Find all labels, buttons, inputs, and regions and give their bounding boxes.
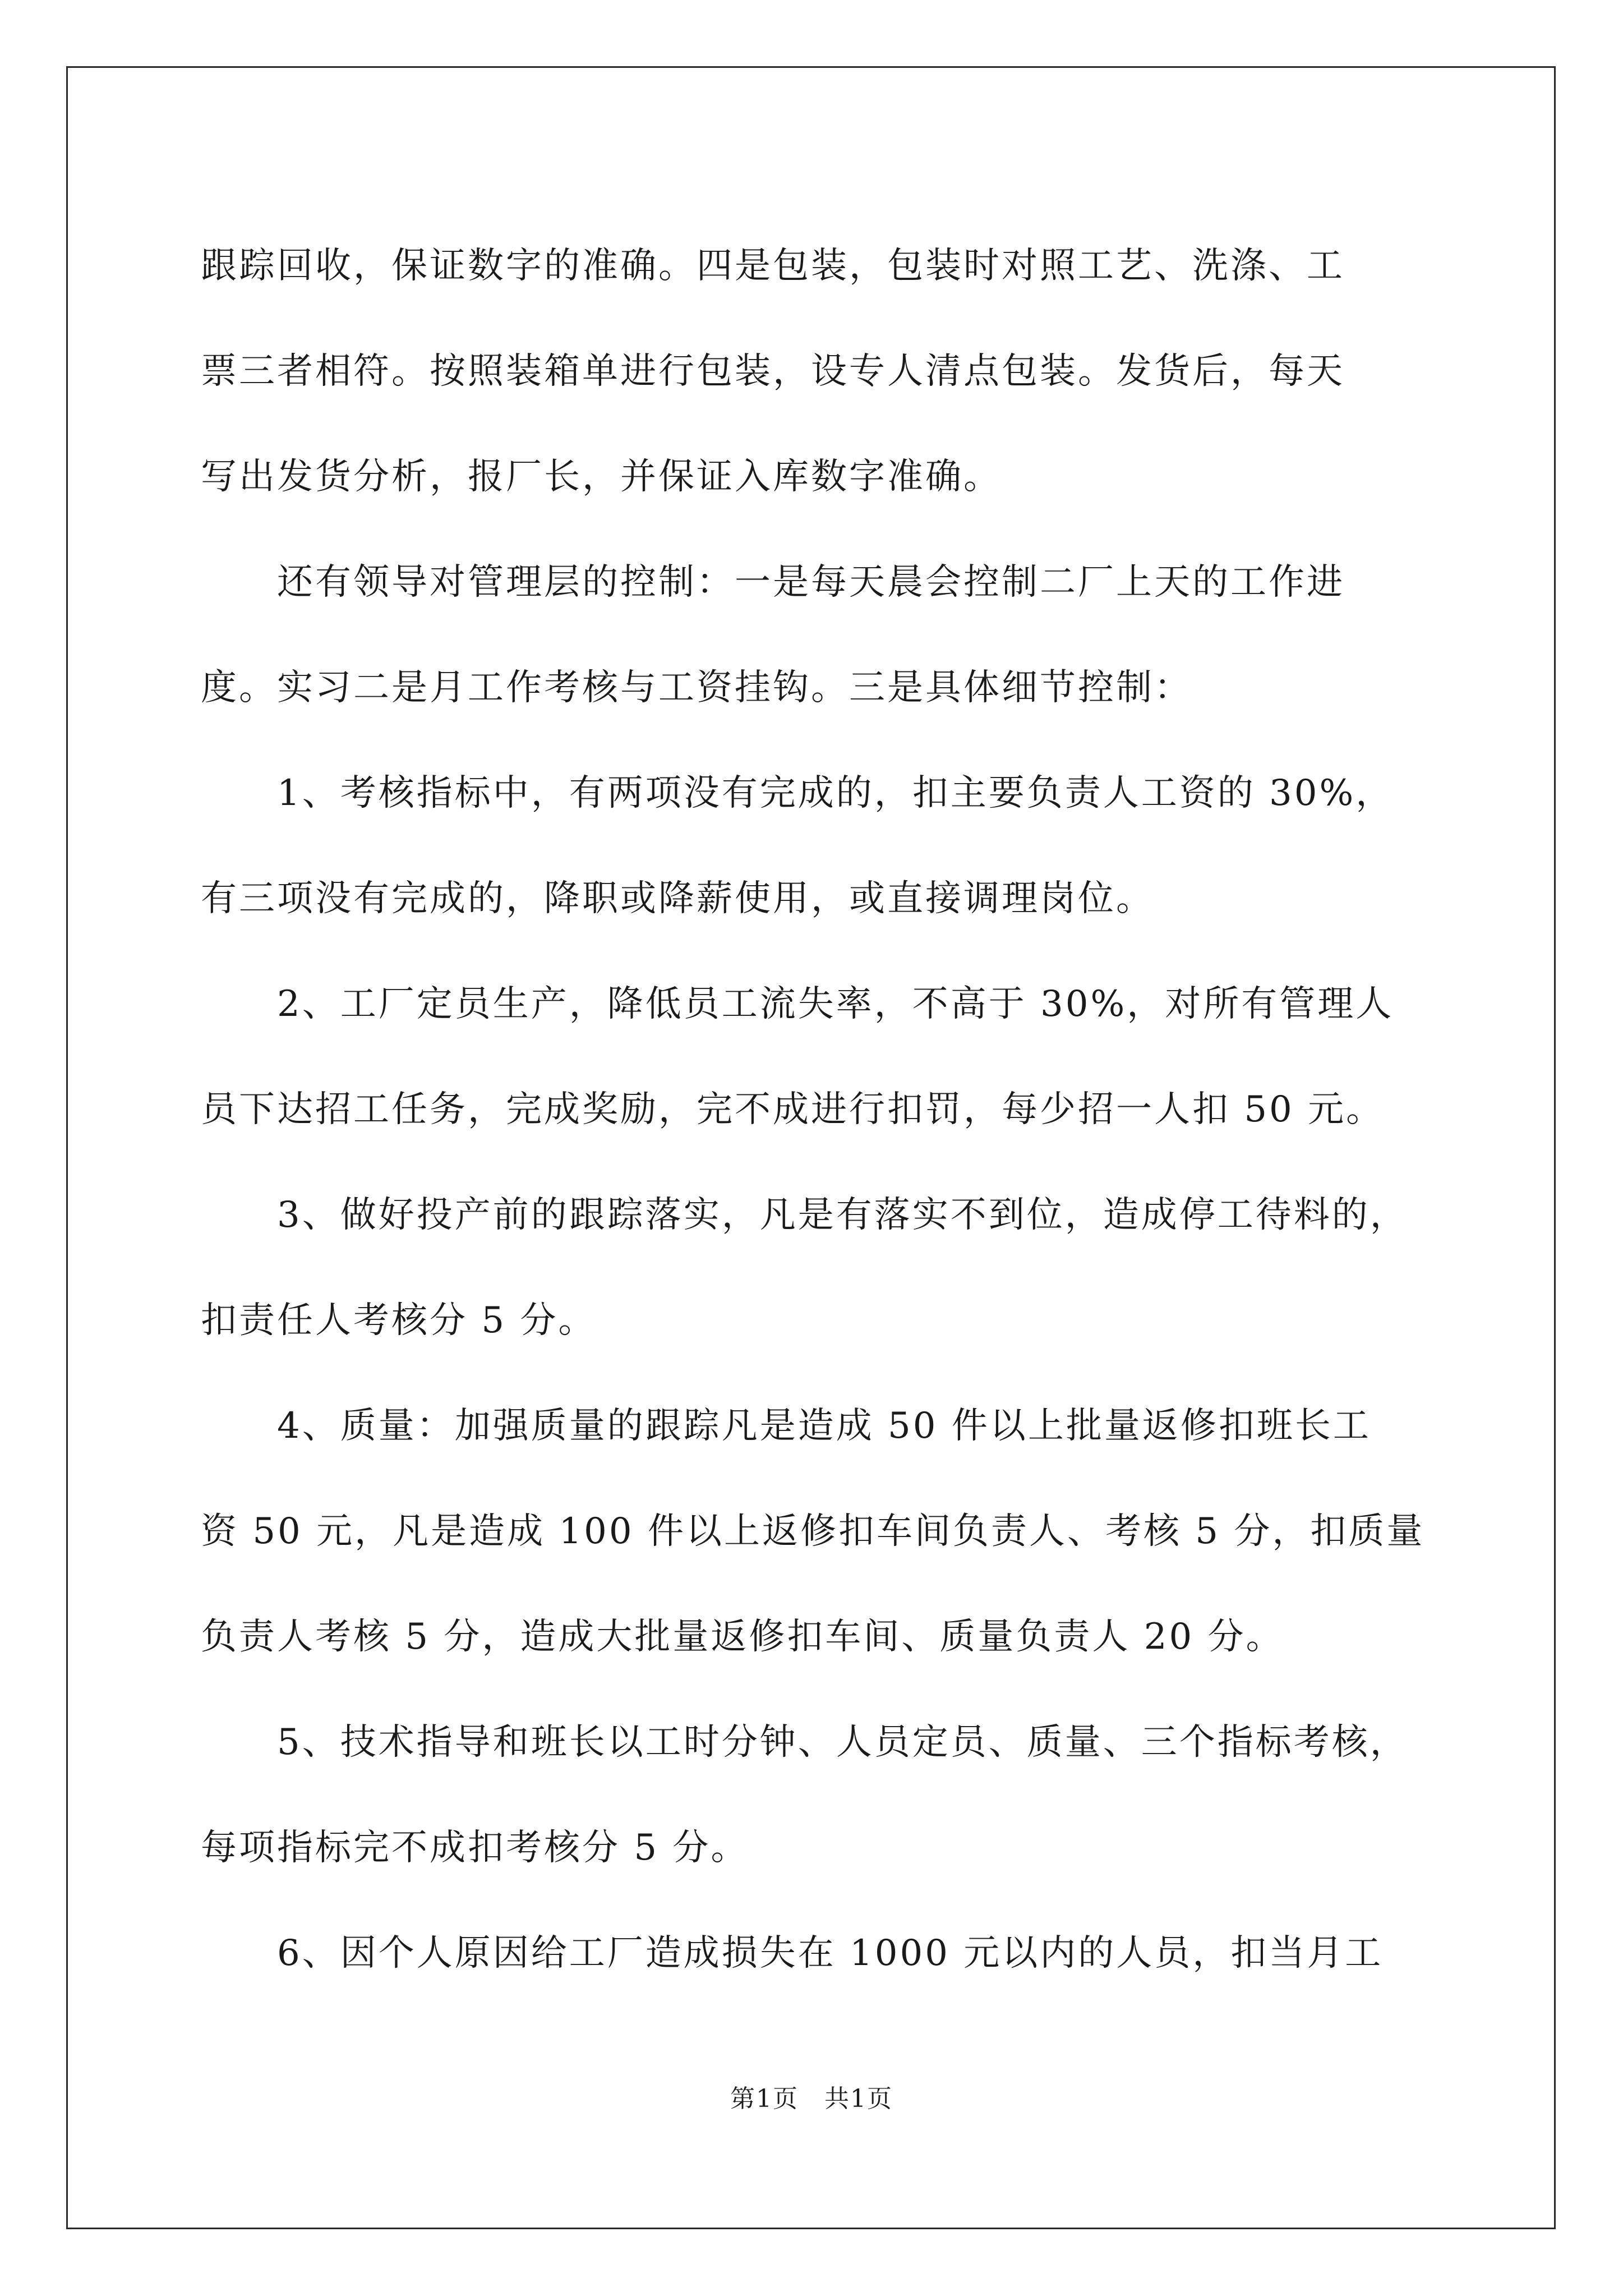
text-line: 跟踪回收，保证数字的准确。四是包装，包装时对照工艺、洗涤、工 [201,245,1345,287]
text-line: 员下达招工任务，完成奖励，完不成进行扣罚，每少招一人扣 50 元。 [201,1089,1385,1130]
text-line: 扣责任人考核分 5 分。 [201,1300,597,1341]
text-line: 6、因个人原因给工厂造成损失在 1000 元以内的人员，扣当月工 [201,1932,1384,1974]
text-line: 写出发货分析，报厂长，并保证入库数字准确。 [201,456,1002,498]
text-line: 5、技术指导和班长以工时分钟、人员定员、质量、三个指标考核， [201,1722,1408,1763]
text-line: 每项指标完不成扣考核分 5 分。 [201,1827,749,1869]
document-body [201,213,1435,2006]
text-line: 2、工厂定员生产，降低员工流失率，不高于 30%，对所有管理人 [201,983,1394,1025]
text-line: 4、质量：加强质量的跟踪凡是造成 50 件以上批量返修扣班长工 [201,1405,1371,1447]
page-number-footer: 第1页 共1页 [730,2085,893,2113]
text-line: 1、考核指标中，有两项没有完成的，扣主要负责人工资的 30%， [201,772,1394,814]
text-line: 负责人考核 5 分，造成大批量返修扣车间、质量负责人 20 分。 [201,1616,1284,1658]
text-line: 还有领导对管理层的控制：一是每天晨会控制二厂上天的工作进 [201,562,1345,603]
text-line: 3、做好投产前的跟踪落实，凡是有落实不到位，造成停工待料的， [201,1194,1408,1236]
text-line: 度。实习二是月工作考核与工资挂钩。三是具体细节控制： [201,667,1192,708]
text-line: 票三者相符。按照装箱单进行包装，设专人清点包装。发货后，每天 [201,351,1345,392]
text-line: 资 50 元，凡是造成 100 件以上返修扣车间负责人、考核 5 分，扣质量 [201,1511,1425,1552]
text-line: 有三项没有完成的，降职或降薪使用，或直接调理岗位。 [201,878,1154,919]
